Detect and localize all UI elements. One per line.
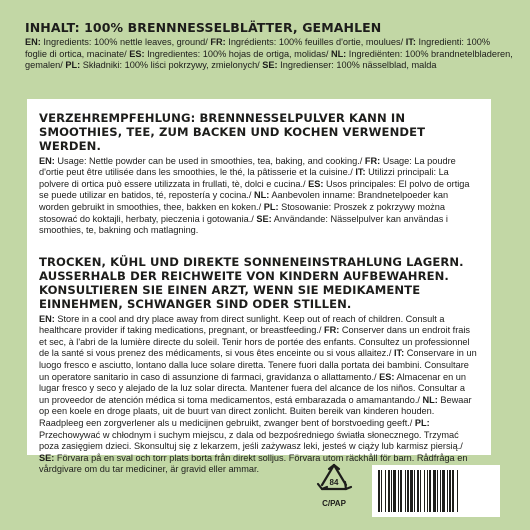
storage-text: Conserver dans un endroit frais et sec, à l'abri de la lumière directe du soleil. Tenir hors de portée des enfants. Consultez un professionnel de la santé si vous prenez des médicaments, si vous êtes enceinte ou si vous allaitez./ [39, 325, 471, 359]
ingredients-text: Ingredienti: 100% foglie di ortica, macinate/ [25, 37, 490, 59]
barcode-bar [440, 470, 441, 512]
ingredients-text: Składniki: 100% liści pokrzywy, zmielonych/ [80, 60, 263, 71]
barcode-bar [429, 470, 431, 512]
usage-heading: VERZEHREMPFEHLUNG: BRENNNESSELPULVER KANN IN SMOOTHIES, TEE, ZUM BACKEN UND KOCHEN VERWENDET WERDEN. [39, 111, 426, 154]
lang-code: IT: [405, 37, 416, 47]
barcode-bar [385, 470, 386, 512]
lang-code: NL: [330, 48, 347, 59]
ingredients-section [25, 20, 513, 72]
barcode-bar [414, 470, 415, 512]
lang-code: NL: [254, 190, 270, 201]
barcode-bar [447, 470, 448, 512]
ingredients-text: Ingredientes: 100% hojas de ortiga, molidas/ [144, 48, 331, 59]
barcode-bar [437, 470, 438, 512]
ingredients-heading: INHALT: 100% BRENNNESSELBLÄTTER, GEMAHLEN [25, 20, 382, 35]
lang-code: SE: [262, 60, 278, 71]
ingredients-text: Ingredients: 100% nettle leaves, ground/ [40, 37, 211, 47]
lang-code: SE: [256, 213, 272, 224]
lang-code: ES: [129, 48, 145, 59]
barcode-bar [378, 470, 380, 512]
barcode [372, 465, 500, 517]
storage-text: Förvara på en sval och torr plats borta från direkt solljus. Förvara utom räckhåll för barn. Rådfråga en vårdgivare om du tar mediciner, är gravid eller ammar. [39, 452, 468, 475]
barcode-bar [427, 470, 428, 512]
lang-code: FR: [210, 37, 226, 47]
lang-code: IT: [393, 348, 405, 359]
barcode-bar [398, 470, 399, 512]
info-panel [27, 99, 491, 475]
lang-code: EN: [39, 155, 55, 166]
lang-code: EN: [25, 37, 41, 47]
usage-text: Utilizzi principali: La polvere di ortica può essere utilizzata in frullati, tè, dolci e cucina./ [39, 167, 449, 189]
storage-heading: TROCKEN, KÜHL UND DIREKTE SONNENEINSTRAHLUNG LAGERN. AUSSERHALB DER REICHWEITE VON KINDERN AUFBEWAHREN. KONSULTIEREN SIE EINEN ARZT, WENN SIE MEDIKAMENTE EINNEHMEN, SCHWANGER SIND ODER STILLEN. [39, 254, 464, 312]
usage-text: Stosowanie: Proszek z pokrzywy można stosować do koktajli, herbaty, pieczenia i gotowania./ [39, 201, 445, 224]
usage-text: Usage: Nettle powder can be used in smoothies, tea, baking, and cooking./ [54, 155, 365, 166]
usage-text: Aanbevolen inname: Brandnetelpoeder kan worden gebruikt in smoothies, thee, bakken en koken./ [39, 190, 449, 212]
usage-text: Användande: Nässelpulver kan användas i smoothies, te, bakning och matlagning. [39, 213, 448, 236]
storage-text: Store in a cool and dry place away from direct sunlight. Keep out of reach of children. Consult a healthcare provider if taking medications, pregnant, or breastfeeding./ [39, 313, 445, 336]
ingredients-text: Ingrediënten: 100% brandnetelbladeren, gemalen/ [25, 48, 513, 71]
ingredients-text: Ingredienser: 100% nässelblad, malda [277, 60, 437, 71]
lang-code: EN: [39, 313, 55, 324]
barcode-bar [424, 470, 425, 512]
barcode-bar [420, 470, 421, 512]
ingredients-translations [25, 37, 513, 72]
storage-text: Przechowywać w chłodnym i suchym miejscu, z dala od bezpośredniego światła słonecznego. Trzymać poza zasięgiem dzieci. Skonsultuj się z lekarzem, jeśli zażywasz leki, jesteś w ciąży lub karmisz piersią./ [39, 429, 463, 452]
barcode-bar [442, 470, 445, 512]
storage-translations [39, 314, 477, 476]
lang-code: ES: [379, 371, 395, 382]
recycling-code: 84 [329, 478, 339, 487]
usage-text: Usos principales: El polvo de ortiga se puede utilizar en batidos, té, repostería y cocina./ [39, 178, 470, 201]
barcode-bar [393, 470, 396, 512]
barcode-bar [452, 470, 454, 512]
recycling-label: C/PAP [322, 499, 346, 508]
barcode-icon [375, 468, 497, 514]
lang-code: PL: [414, 417, 430, 428]
recycling-symbol [312, 463, 356, 515]
usage-text: Usage: La poudre d'ortie peut être utilisée dans les smoothies, le thé, la pâtisserie et la cuisine./ [39, 155, 456, 178]
lang-code: IT: [355, 167, 366, 178]
barcode-bar [391, 470, 392, 512]
lang-code: FR: [364, 155, 381, 166]
lang-code: PL: [263, 201, 279, 212]
barcode-bar [405, 470, 406, 512]
storage-text: Bewaar op een koele en droge plaats, uit de buurt van direct zonlicht. Buiten bereik van kinderen houden. Raadpleeg een zorgverlener als u medicijnen gebruikt, zwanger bent of borstvoeding geeft./ [39, 394, 472, 428]
barcode-bar [449, 470, 451, 512]
barcode-bar [407, 470, 409, 512]
lang-code: SE: [39, 452, 55, 463]
barcode-bar [433, 470, 436, 512]
barcode-bar [417, 470, 419, 512]
ingredients-text: Ingrédients: 100% feuilles d'ortie, moulues/ [225, 37, 406, 47]
storage-text: Conservare in un luogo fresco e asciutto, lontano dalla luce solare diretta. Tenere fuori dalla portata dei bambini. Consultare un operatore sanitario in caso di assunzione di farmaci, gravidanza o allattamento./ [39, 348, 477, 382]
barcode-bar [410, 470, 413, 512]
lang-code: NL: [422, 394, 438, 405]
barcode-bar [457, 470, 458, 512]
barcode-bar [388, 470, 390, 512]
barcode-bar [381, 470, 382, 512]
usage-translations [39, 156, 477, 237]
lang-code: PL: [65, 60, 81, 71]
barcode-bar [400, 470, 402, 512]
lang-code: ES: [308, 178, 324, 189]
storage-text: Almacenar en un lugar fresco y seco y alejado de la luz solar directa. Mantener fuera del alcance de los niños. Consultar a un proveedor de atención médica si toma medicamentos, está embarazada o amamantando./ [39, 371, 466, 405]
lang-code: FR: [323, 325, 340, 336]
